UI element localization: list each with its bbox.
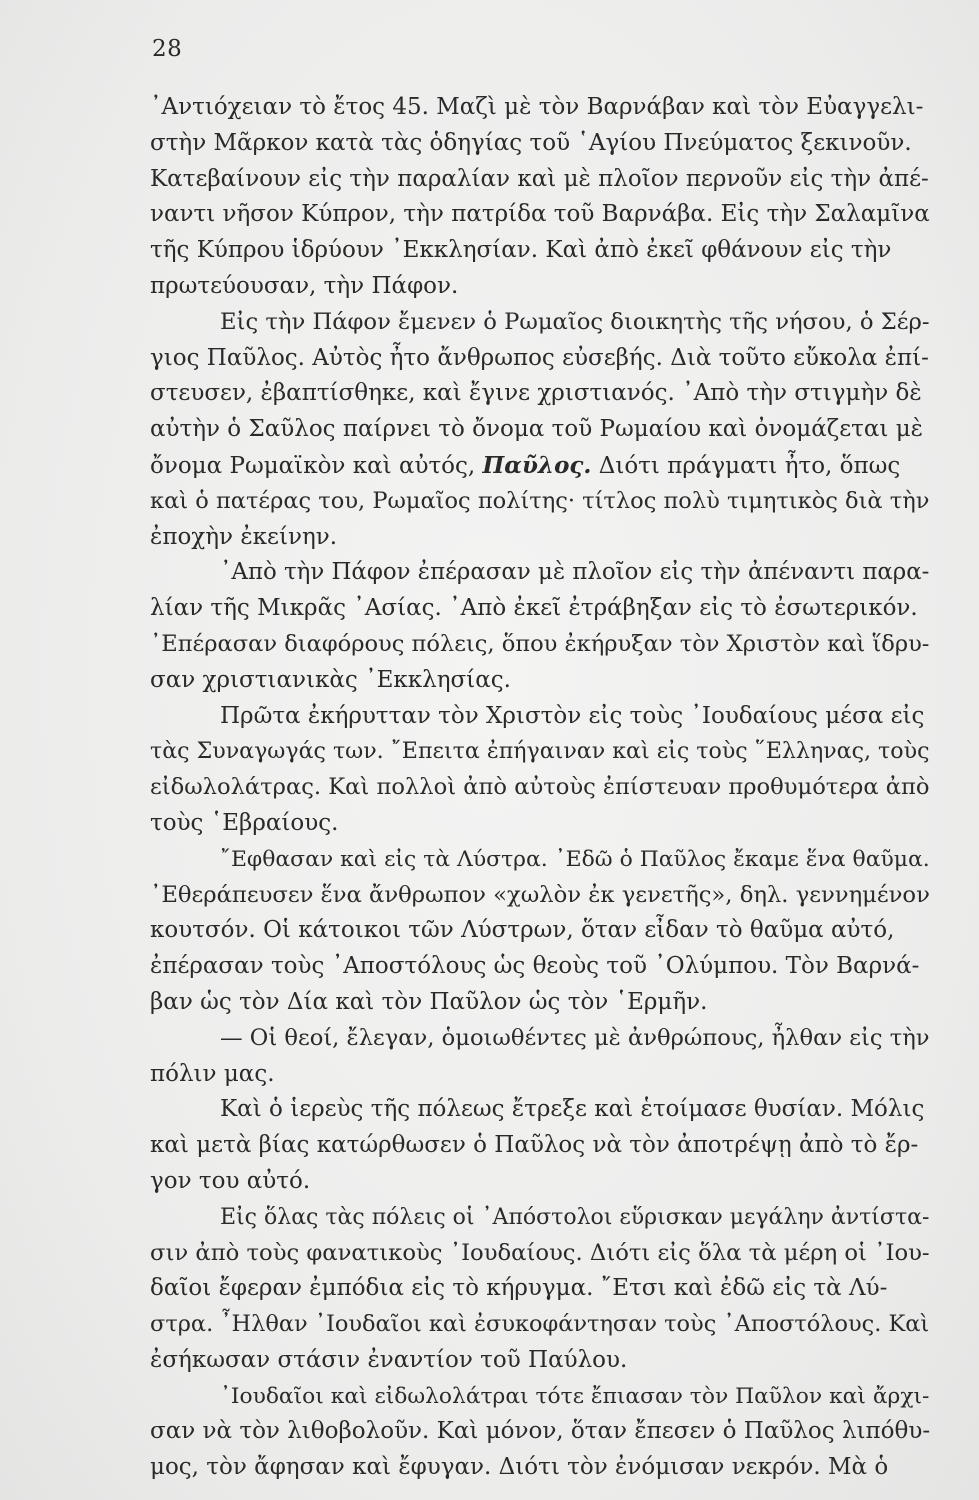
text-line: στρα. ῏Ηλθαν ᾿Ιουδαῖοι καὶ ἐσυκοφάντησαν τοὺς ᾿Αποστόλους. Καὶ — [150, 1311, 930, 1338]
text-line: καὶ ὁ πατέρας του, Ρωμαῖος πολίτης· τίτλος πολὺ τιμητικὸς διὰ τὴν — [150, 487, 930, 514]
text-line: γιος Παῦλος. Αὐτὸς ἦτο ἄνθρωπος εὐσεβής. Διὰ τοῦτο εὔκολα ἐπί- — [150, 344, 929, 371]
text-line: ναντι νῆσον Κύπρον, τὴν πατρίδα τοῦ Βαρνάβα. Εἰς τὴν Σαλαμῖνα — [150, 201, 930, 228]
text-line: Εἰς τὴν Πάφον ἔμενεν ὁ Ρωμαῖος διοικητὴς τῆς νήσου, ὁ Σέρ- — [220, 308, 930, 335]
text-line: στὴν Μᾶρκον κατὰ τὰς ὁδηγίας τοῦ ῾Αγίου Πνεύματος ξεκινοῦν. — [150, 129, 912, 156]
text-line: Πρῶτα ἐκήρυτταν τὸν Χριστὸν εἰς τοὺς ᾿Ιουδαίους μέσα εἰς — [220, 702, 925, 729]
text-line: ῎Εφθασαν καὶ εἰς τὰ Λύστρα. ᾿Εδῶ ὁ Παῦλος ἔκαμε ἕνα θαῦμα. — [220, 846, 930, 872]
text-line: τῆς Κύπρου ἱδρύουν ᾿Εκκλησίαν. Καὶ ἀπὸ ἐκεῖ φθάνουν εἰς τὴν — [150, 237, 892, 264]
text-line — [150, 448, 930, 484]
text-line: σαν νὰ τὸν λιθοβολοῦν. Καὶ μόνον, ὅταν ἔπεσεν ὁ Παῦλος λιπόθυ- — [150, 1418, 931, 1445]
text-line: λίαν τῆς Μικρᾶς ᾿Ασίας. ᾿Απὸ ἐκεῖ ἐτράβηξαν εἰς τὸ ἐσωτερικόν. — [150, 595, 918, 622]
text-line: Εἰς ὅλας τὰς πόλεις οἱ ᾿Απόστολοι εὕρισκαν μεγάλην ἀντίστα- — [220, 1204, 930, 1230]
text-line: αὐτὴν ὁ Σαῦλος παίρνει τὸ ὄνομα τοῦ Ρωμαίου καὶ ὀνομάζεται μὲ — [150, 416, 924, 443]
text-line: πρωτεύουσαν, τὴν Πάφον. — [150, 272, 459, 299]
text-line: κουτσόν. Οἱ κάτοικοι τῶν Λύστρων, ὅταν εἶδαν τὸ θαῦμα αὐτό, — [150, 917, 895, 944]
text-line: ᾿Εθεράπευσεν ἕνα ἄνθρωπον «χωλὸν ἐκ γενετῆς», δηλ. γεννημένον — [150, 881, 930, 908]
text-line: σαν χριστιανικὰς ᾿Εκκλησίας. — [150, 666, 511, 693]
text-line: — Οἱ θεοί, ἔλεγαν, ὁμοιωθέντες μὲ ἀνθρώπους, ἦλθαν εἰς τὴν — [220, 1024, 930, 1051]
text-line: πόλιν μας. — [150, 1060, 275, 1087]
text-line: ἐπέρασαν τοὺς ᾿Αποστόλους ὡς θεοὺς τοῦ ᾿Ολύμπου. Τὸν Βαρνά- — [150, 953, 920, 980]
text-line: γον του αὐτό. — [150, 1167, 311, 1194]
text-line: σιν ἀπὸ τοὺς φανατικοὺς ᾿Ιουδαίους. Διότι εἰς ὅλα τὰ μέρη οἱ ᾿Ιου- — [150, 1239, 930, 1266]
text-line: Κατεβαίνουν εἰς τὴν παραλίαν καὶ μὲ πλοῖον περνοῦν εἰς τὴν ἀπέ- — [150, 165, 929, 192]
text-line: ᾿Αντιόχειαν τὸ ἔτος 45. Μαζὶ μὲ τὸν Βαρνάβαν καὶ τὸν Εὐαγγελι- — [150, 94, 924, 120]
text-line: τὰς Συναγωγάς των. ῎Επειτα ἐπήγαιναν καὶ εἰς τοὺς ῞Ελληνας, τοὺς — [150, 738, 930, 765]
emphasized-name: Παῦλος. — [482, 451, 592, 479]
text-line: μος, τὸν ἄφησαν καὶ ἔφυγαν. Διότι τὸν ἐνόμισαν νεκρόν. Μὰ ὁ — [150, 1454, 889, 1481]
text-line: καὶ μετὰ βίας κατώρθωσεν ὁ Παῦλος νὰ τὸν ἀποτρέψῃ ἀπὸ τὸ ἔρ- — [150, 1132, 919, 1159]
text-line: ᾿Ιουδαῖοι καὶ εἰδωλολάτραι τότε ἔπιασαν τὸν Παῦλον καὶ ἄρχι- — [220, 1383, 930, 1409]
text-line: εἰδωλολάτρας. Καὶ πολλοὶ ἀπὸ αὐτοὺς ἐπίστευαν προθυμότερα ἀπὸ — [150, 774, 930, 801]
text-line: στευσεν, ἐβαπτίσθηκε, καὶ ἔγινε χριστιανός. ᾿Απὸ τὴν στιγμὴν δὲ — [150, 380, 922, 407]
text-segment: ὄνομα Ρωμαϊκὸν καὶ αὐτός, — [150, 452, 483, 479]
text-line: τοὺς ῾Εβραίους. — [150, 809, 339, 836]
text-line: ἐποχὴν ἐκείνην. — [150, 523, 338, 550]
text-line: δαῖοι ἔφεραν ἐμπόδια εἰς τὸ κήρυγμα. ῎Ετσι καὶ ἐδῶ εἰς τὰ Λύ- — [150, 1275, 888, 1302]
page-number: 28 — [152, 36, 183, 62]
text-segment: Διότι πράγματι ἦτο, ὅπως — [591, 452, 901, 479]
body-text — [150, 90, 930, 1486]
text-line: ᾿Επέρασαν διαφόρους πόλεις, ὅπου ἐκήρυξαν τὸν Χριστὸν καὶ ἵδρυ- — [150, 630, 930, 657]
text-line: βαν ὡς τὸν Δία καὶ τὸν Παῦλον ὡς τὸν ῾Ερμῆν. — [150, 988, 708, 1015]
text-line: Καὶ ὁ ἱερεὺς τῆς πόλεως ἔτρεξε καὶ ἑτοίμασε θυσίαν. Μόλις — [220, 1096, 925, 1123]
text-line: ᾿Απὸ τὴν Πάφον ἐπέρασαν μὲ πλοῖον εἰς τὴν ἀπέναντι παρα- — [220, 559, 930, 586]
text-line: ἐσήκωσαν στάσιν ἐναντίον τοῦ Παύλου. — [150, 1346, 628, 1373]
